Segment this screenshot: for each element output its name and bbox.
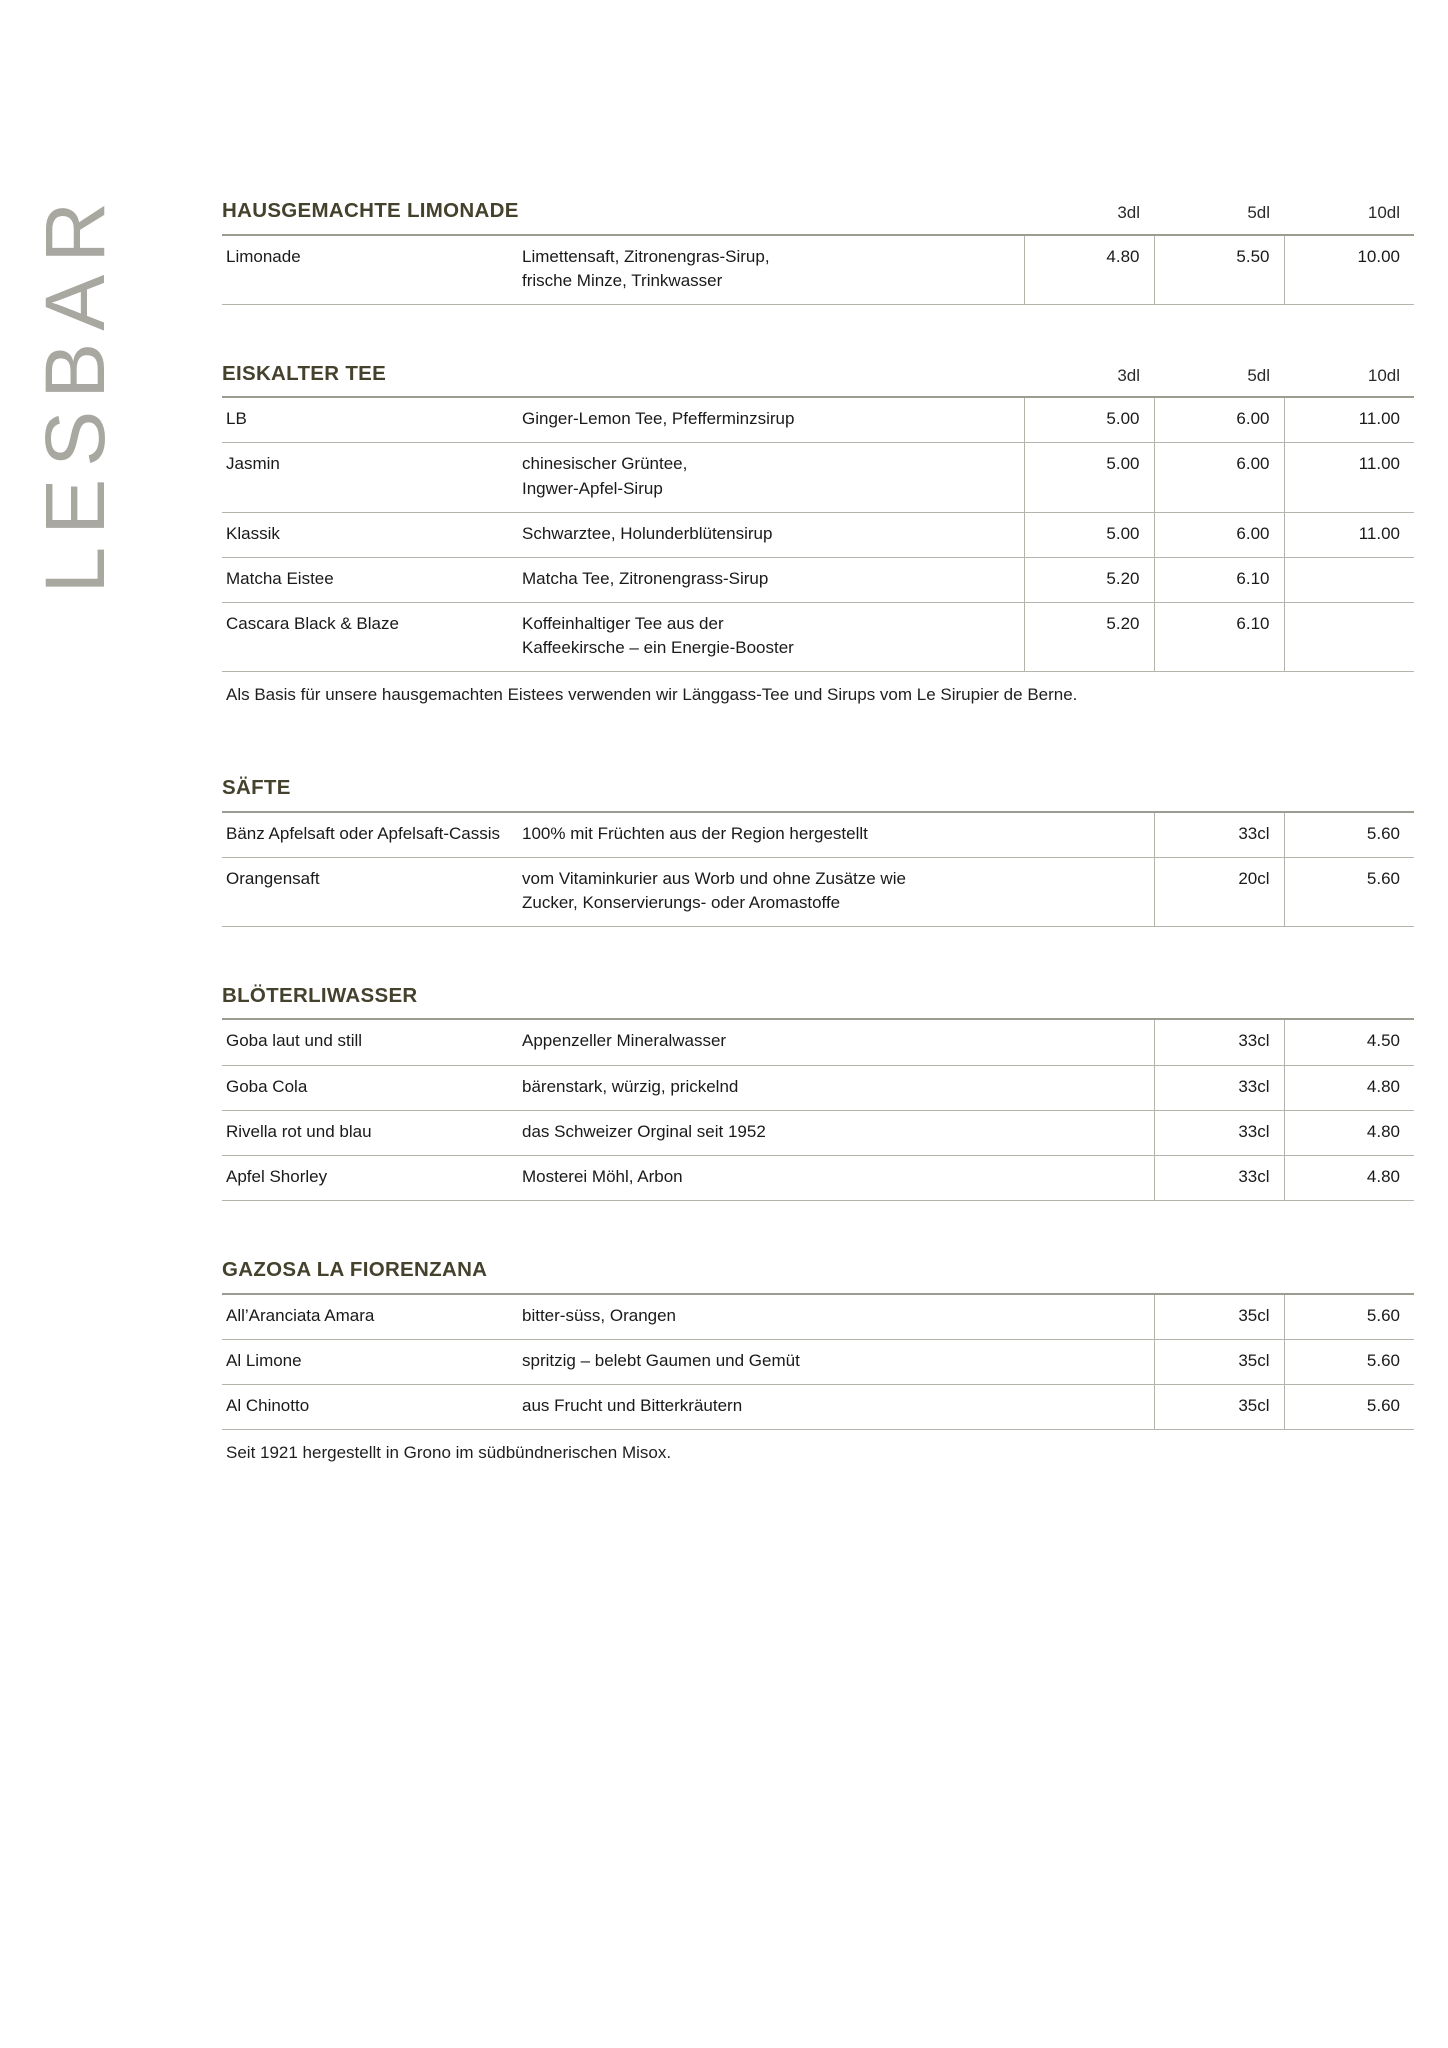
item-name: Goba Cola <box>222 1065 522 1110</box>
item-value: 33cl <box>1154 812 1284 858</box>
item-name: Goba laut und still <box>222 1019 522 1065</box>
section-table <box>222 396 1414 672</box>
item-value: 33cl <box>1154 1110 1284 1155</box>
item-name: LB <box>222 397 522 443</box>
item-name: Jasmin <box>222 443 522 512</box>
section-header <box>222 985 1414 1019</box>
section-table <box>222 811 1414 927</box>
item-description: Ginger-Lemon Tee, Pfefferminzsirup <box>522 397 1024 443</box>
item-value: 4.50 <box>1284 1019 1414 1065</box>
item-value: 5.20 <box>1024 557 1154 602</box>
table-row <box>222 557 1414 602</box>
item-description: Schwarztee, Holunderblütensirup <box>522 512 1024 557</box>
item-description: 100% mit Früchten aus der Region hergestellt <box>522 812 1154 858</box>
section-table <box>222 1293 1414 1430</box>
item-value: 20cl <box>1154 857 1284 926</box>
item-value: 5.00 <box>1024 397 1154 443</box>
item-value: 5.60 <box>1284 1339 1414 1384</box>
item-name: Cascara Black & Blaze <box>222 602 522 671</box>
item-value: 4.80 <box>1024 235 1154 305</box>
table-row <box>222 1339 1414 1384</box>
menu-section-bloeterliwasser <box>222 985 1414 1201</box>
item-description: aus Frucht und Bitterkräutern <box>522 1384 1154 1429</box>
section-title: GAZOSA LA FIORENZANA <box>222 1257 488 1281</box>
item-value: 5.00 <box>1024 443 1154 512</box>
item-description: das Schweizer Orginal seit 1952 <box>522 1110 1154 1155</box>
item-value: 10.00 <box>1284 235 1414 305</box>
item-description: Appenzeller Mineralwasser <box>522 1019 1154 1065</box>
table-row <box>222 857 1414 926</box>
item-name: All’Aranciata Amara <box>222 1294 522 1340</box>
item-name: Al Chinotto <box>222 1384 522 1429</box>
section-gap <box>222 721 1414 777</box>
item-value: 5.20 <box>1024 602 1154 671</box>
item-value: 5.60 <box>1284 857 1414 926</box>
table-row <box>222 1110 1414 1155</box>
unit-header: 10dl <box>1367 365 1400 385</box>
menu-section-hausgemachte-limonade <box>222 200 1414 305</box>
item-value: 4.80 <box>1284 1065 1414 1110</box>
table-row <box>222 1294 1414 1340</box>
section-gap <box>222 319 1414 363</box>
item-value: 33cl <box>1154 1019 1284 1065</box>
table-row <box>222 235 1414 305</box>
item-name: Bänz Apfelsaft oder Apfelsaft-Cassis <box>222 812 522 858</box>
item-value: 11.00 <box>1284 397 1414 443</box>
item-description: bitter-süss, Orangen <box>522 1294 1154 1340</box>
item-description: chinesischer Grüntee, Ingwer-Apfel-Sirup <box>522 443 1024 512</box>
unit-header: 5dl <box>1247 365 1270 385</box>
section-footnote: Als Basis für unsere hausgemachten Eistees verwenden wir Länggass-Tee und Sirups vom Le Sirupier de Berne. <box>226 685 1078 705</box>
item-value: 6.00 <box>1154 443 1284 512</box>
item-description: bärenstark, würzig, prickelnd <box>522 1065 1154 1110</box>
item-value: 33cl <box>1154 1155 1284 1200</box>
table-row <box>222 812 1414 858</box>
table-row <box>222 512 1414 557</box>
menu-section-eiskalter-tee <box>222 363 1414 707</box>
table-row <box>222 443 1414 512</box>
table-row <box>222 1065 1414 1110</box>
menu-section-saefte <box>222 777 1414 927</box>
item-name: Matcha Eistee <box>222 557 522 602</box>
item-name: Rivella rot und blau <box>222 1110 522 1155</box>
item-description: spritzig – belebt Gaumen und Gemüt <box>522 1339 1154 1384</box>
table-bottom-rule <box>222 926 1414 927</box>
item-description: Matcha Tee, Zitronengrass-Sirup <box>522 557 1024 602</box>
item-value: 6.10 <box>1154 602 1284 671</box>
item-value: 35cl <box>1154 1339 1284 1384</box>
section-header <box>222 200 1414 234</box>
item-value: 6.00 <box>1154 397 1284 443</box>
table-row <box>222 1155 1414 1200</box>
section-title: HAUSGEMACHTE LIMONADE <box>222 199 519 222</box>
unit-header: 5dl <box>1247 202 1270 222</box>
item-value: 11.00 <box>1284 443 1414 512</box>
item-name: Limonade <box>222 235 522 305</box>
item-value: 6.00 <box>1154 512 1284 557</box>
section-gap <box>222 1215 1414 1259</box>
item-value: 5.60 <box>1284 1384 1414 1429</box>
item-description: Mosterei Möhl, Arbon <box>522 1155 1154 1200</box>
section-footnote: Seit 1921 hergestellt in Grono im südbündnerischen Misox. <box>226 1442 672 1462</box>
brand-wordmark-text: LESBAR <box>28 190 122 594</box>
item-value: 11.00 <box>1284 512 1414 557</box>
sidebar-wordmark <box>0 190 150 770</box>
item-name: Klassik <box>222 512 522 557</box>
section-header <box>222 363 1414 397</box>
item-value: 5.50 <box>1154 235 1284 305</box>
unit-header: 3dl <box>1117 365 1140 385</box>
section-table <box>222 1018 1414 1201</box>
section-title: BLÖTERLIWASSER <box>222 983 418 1007</box>
section-header <box>222 1259 1414 1293</box>
item-value: 6.10 <box>1154 557 1284 602</box>
item-value: 33cl <box>1154 1065 1284 1110</box>
unit-header: 3dl <box>1117 202 1140 222</box>
item-value: 5.60 <box>1284 812 1414 858</box>
item-value: 4.80 <box>1284 1110 1414 1155</box>
unit-header: 10dl <box>1367 202 1400 222</box>
item-name: Apfel Shorley <box>222 1155 522 1200</box>
section-header <box>222 777 1414 811</box>
item-value: 4.80 <box>1284 1155 1414 1200</box>
item-value: 35cl <box>1154 1294 1284 1340</box>
table-bottom-rule <box>222 304 1414 305</box>
table-row <box>222 1019 1414 1065</box>
table-bottom-rule <box>222 1200 1414 1201</box>
table-row <box>222 1384 1414 1429</box>
table-row <box>222 602 1414 671</box>
menu-section-gazosa-la-fiorenzana <box>222 1259 1414 1465</box>
section-title: EISKALTER TEE <box>222 361 387 385</box>
section-gap <box>222 941 1414 985</box>
item-value-empty <box>1284 602 1414 671</box>
table-row <box>222 397 1414 443</box>
item-name: Orangensaft <box>222 857 522 926</box>
menu-content <box>222 200 1414 1479</box>
item-description: vom Vitaminkurier aus Worb und ohne Zusätze wie Zucker, Konservierungs- oder Aromastoffe <box>522 857 1154 926</box>
item-value: 35cl <box>1154 1384 1284 1429</box>
section-table <box>222 234 1414 305</box>
item-value: 5.60 <box>1284 1294 1414 1340</box>
item-name: Al Limone <box>222 1339 522 1384</box>
item-value: 5.00 <box>1024 512 1154 557</box>
section-title: SÄFTE <box>222 776 291 800</box>
item-description: Limettensaft, Zitronengras-Sirup, frische Minze, Trinkwasser <box>522 235 1024 305</box>
item-value-empty <box>1284 557 1414 602</box>
item-description: Koffeinhaltiger Tee aus der Kaffeekirsche – ein Energie-Booster <box>522 602 1024 671</box>
